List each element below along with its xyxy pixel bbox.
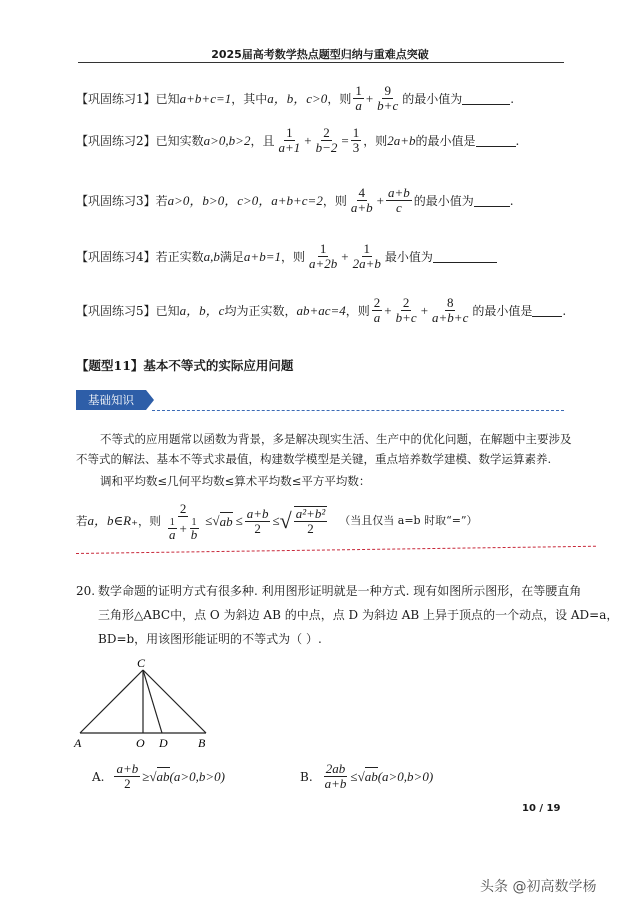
watermark: 头条 @初高数学杨 [480,879,597,895]
exercise-3: 【巩固练习3】 若 a>0，b>0，c>0，a+b+c=2 ，则 $\frac{4}{a+b}$ + $\frac{a+b}{c}$ 的最小值为 . [76,185,514,215]
basics-para-3: 调和平均数≤几何平均数≤算术平均数≤平方平均数： [100,474,371,488]
exercise-label: 【巩固练习4】 [76,249,156,264]
question-line-3: BD=b，用该图形能证明的不等式为（ ）. [98,632,322,646]
option-b: B. $\frac{2ab}{a+b}$ ≤ √ ab (a>0,b>0) [300,761,434,791]
basics-para-1: 不等式的应用题常以函数为背景，多是解决现实生活、生产中的优化问题，在解题中主要涉及 [100,432,572,446]
page-header: 2025届高考数学热点题型归纳与重难点突破 [211,48,429,61]
answer-blank [433,250,497,263]
basics-tag: 基础知识 [76,390,146,410]
sqrt-icon: √ [357,768,365,784]
arithmetic-mean: $\frac{a+b}{2}$ [246,505,269,536]
question-number: 20. [76,584,96,598]
sqrt-icon: √ [279,508,292,533]
header-rule [78,62,564,63]
fraction: $\frac{8}{a+b+c}$ [432,295,469,325]
section-title: 【题型11】基本不等式的实际应用问题 [76,358,294,373]
question-line-1: 数学命题的证明方式有很多种. 利用图形证明就是一种方式. 现有如图所示图形，在等腰直角 [98,584,582,598]
fraction: $\frac{2}{b-2}$ [315,125,338,155]
fraction: $\frac{2}{b+c}$ [395,295,417,325]
fraction: $\frac{1}{a}$ [355,83,362,113]
tag-arrow-icon [146,390,154,410]
point-d-label: D [159,736,168,750]
exercise-label: 【巩固练习3】 [76,193,156,208]
triangle-figure [70,655,220,755]
mean-inequality-formula: 若 a，b∈R₊ ，则 2 $\frac{1}{a}$ + $\frac{1}{b}$ ≤ √ ab ≤ $\frac{a+b}{2}$ ≤ √ $\frac{\text{a²+b²}}{2}$ （当且仅当 a=b 时取“=”） [76,501,478,542]
exercise-5: 【巩固练习5】 已知 a，b，c 均为正实数， ab+ac=4 ，则 $\frac{2}{a}$ + $\frac{2}{b+c}$ + $\frac{8}{a+b+c}$ 的最小值是 . [76,295,567,325]
point-b-label: B [198,736,206,750]
option-a: A. $\frac{a+b}{2}$ ≥ √ ab (a>0,b>0) [92,761,225,791]
fraction: $\frac{a+b}{c}$ [387,185,410,215]
quadratic-mean: $\frac{\text{a²+b²}}{2}$ [295,506,326,536]
exercise-2: 【巩固练习2】 已知实数 a>0,b>2 ，且 $\frac{1}{a+1}$ + $\frac{2}{b-2}$ = $\frac{1}{3}$ ，则 2a+b 的最小值是 . [76,125,520,155]
fraction: $\frac{1}{3}$ [352,125,360,155]
sqrt-icon: √ [149,768,157,784]
exercise-label: 【巩固练习5】 [76,303,156,318]
fraction: $\frac{2}{a}$ [373,295,381,325]
basics-para-2: 不等式的解法、基本不等式求最值，构建数学模型是关键，重点培养数学建模、数学运算素养. [76,452,552,466]
fraction: $\frac{1}{a+1}$ [278,125,301,155]
answer-blank [532,304,562,317]
answer-blank [476,134,516,147]
point-c-label: C [137,656,146,670]
exercise-1: 【巩固练习1】 已知 a+b+c=1 ，其中 a，b，c>0 ，则 $\frac{1}{a}$ + $\frac{9}{b+c}$ 的最小值为 . [76,83,515,113]
exercise-4: 【巩固练习4】 若正实数 a,b 满足 a+b=1 ，则 $\frac{1}{a+2b}$ + $\frac{1}{2a+b}$ 最小值为 [76,242,497,271]
question-line-2: 三角形△ABC中，点 O 为斜边 AB 的中点，点 D 为斜边 AB 上异于顶点的一个动点，设 AD=a， [98,608,619,622]
page-number: 10 / 19 [522,803,561,814]
fraction: $\frac{9}{b+c}$ [377,83,399,113]
fraction: $\frac{1}{a+2b}$ [308,241,338,271]
exercise-label: 【巩固练习2】 [76,133,156,148]
answer-blank [462,92,510,105]
fraction: $\frac{2ab}{a+b}$ [324,761,347,791]
point-a-label: A [74,736,82,750]
red-dashed-rule [76,546,596,554]
fraction: $\frac{4}{a+b}$ [350,185,373,215]
fraction: $\frac{1}{2a+b}$ [352,241,381,271]
sqrt-icon: √ [212,513,220,528]
blue-dashed-rule [152,410,564,411]
answer-blank [474,194,510,207]
harmonic-mean: 2 $\frac{1}{a}$ + $\frac{1}{b}$ [168,501,198,542]
exercise-label: 【巩固练习1】 [76,91,156,106]
point-o-label: O [136,736,145,750]
fraction: $\frac{a+b}{2}$ [116,761,139,791]
